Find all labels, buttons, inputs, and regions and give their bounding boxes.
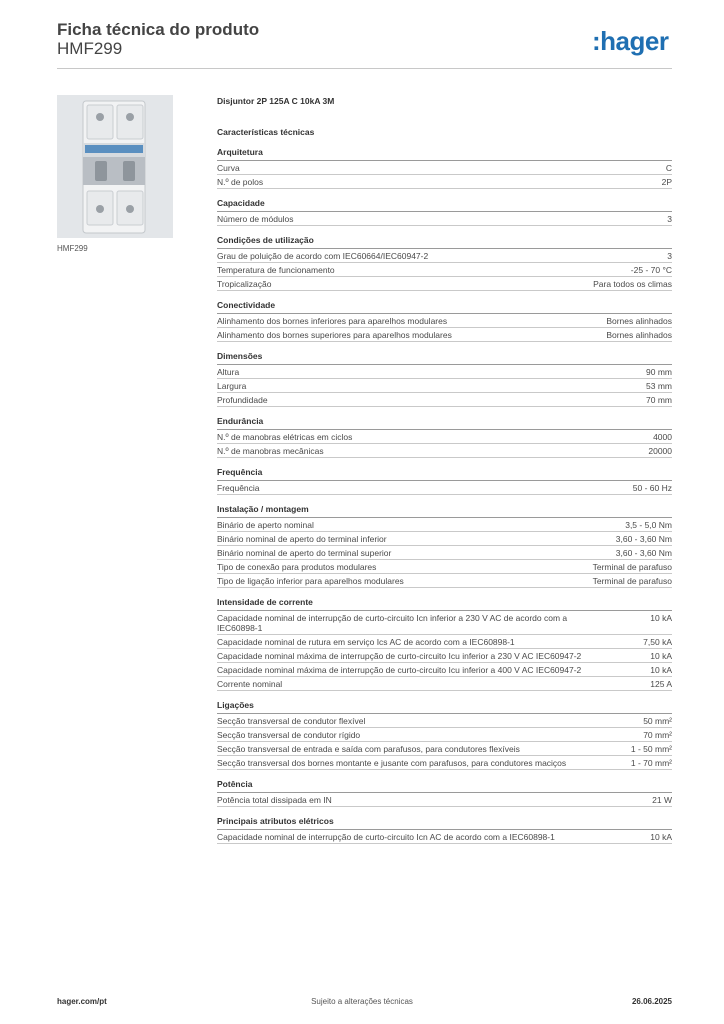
spec-value: Terminal de parafuso: [592, 562, 672, 572]
spec-row: [217, 649, 672, 663]
spec-row: [217, 249, 672, 263]
spec-label: Altura: [217, 367, 240, 377]
section-heading: Características técnicas: [217, 127, 315, 137]
spec-row: [217, 663, 672, 677]
spec-row: [217, 756, 672, 770]
spec-row: [217, 742, 672, 756]
spec-value: Bornes alinhados: [606, 316, 672, 326]
spec-value: Terminal de parafuso: [592, 576, 672, 586]
spec-group-title: Ligações: [217, 700, 672, 714]
spec-label: Capacidade nominal máxima de interrupção de curto-circuito Icu inferior a 400 V AC IEC60947-2: [217, 665, 582, 675]
spec-label: Alinhamento dos bornes inferiores para aparelhos modulares: [217, 316, 448, 326]
spec-value: 10 kA: [650, 651, 672, 661]
spec-label: Secção transversal dos bornes montante e jusante com parafusos, para condutores maciços: [217, 758, 567, 768]
spec-label: Largura: [217, 381, 247, 391]
spec-value: 3,60 - 3,60 Nm: [615, 534, 672, 544]
spec-label: Capacidade nominal de rutura em serviço Ics AC de acordo com a IEC60898-1: [217, 637, 515, 647]
spec-value: 125 A: [650, 679, 672, 689]
spec-label: Potência total dissipada em IN: [217, 795, 332, 805]
product-image: [57, 95, 173, 238]
spec-row: [217, 635, 672, 649]
spec-label: Capacidade nominal de interrupção de curto-circuito Icn AC de acordo com a IEC60898-1: [217, 832, 555, 842]
spec-row: [217, 518, 672, 532]
spec-row: [217, 728, 672, 742]
spec-label: Secção transversal de condutor flexível: [217, 716, 366, 726]
spec-label: Capacidade nominal de interrupção de curto-circuito Icn inferior a 230 V AC de acordo com a IEC60898-1: [217, 613, 568, 633]
spec-group-title: Capacidade: [217, 198, 672, 212]
spec-value: 4000: [653, 432, 672, 442]
spec-value: Para todos os climas: [593, 279, 672, 289]
circuit-breaker-illustration: [57, 95, 173, 238]
image-caption: HMF299: [57, 244, 88, 253]
spec-row: [217, 314, 672, 328]
spec-row: [217, 365, 672, 379]
spec-value: 50 mm²: [643, 716, 672, 726]
spec-row: [217, 546, 672, 560]
footer-website: hager.com/pt: [57, 997, 107, 1006]
spec-group-title: Dimensões: [217, 351, 672, 365]
spec-value: 10 kA: [650, 665, 672, 675]
spec-value: 90 mm: [646, 367, 672, 377]
spec-group-title: Instalação / montagem: [217, 504, 672, 518]
spec-row: [217, 161, 672, 175]
footer-date: 26.06.2025: [631, 997, 672, 1006]
spec-row: [217, 611, 672, 635]
spec-row: [217, 212, 672, 226]
spec-value: 53 mm: [646, 381, 672, 391]
spec-value: 3: [667, 251, 672, 261]
spec-row: [217, 830, 672, 844]
spec-groups: [217, 147, 672, 844]
product-code: HMF299: [57, 39, 123, 58]
spec-row: [217, 328, 672, 342]
spec-row: [217, 532, 672, 546]
spec-label: Secção transversal de entrada e saída com parafusos, para condutores flexíveis: [217, 744, 520, 754]
spec-value: Bornes alinhados: [606, 330, 672, 340]
spec-value: 2P: [661, 177, 672, 187]
spec-row: [217, 379, 672, 393]
product-name: Disjuntor 2P 125A C 10kA 3M: [217, 96, 335, 106]
spec-value: 21 W: [652, 795, 672, 805]
spec-value: 3: [667, 214, 672, 224]
spec-group-title: Condições de utilização: [217, 235, 672, 249]
spec-value: 50 - 60 Hz: [632, 483, 672, 493]
spec-label: Alinhamento dos bornes superiores para aparelhos modulares: [217, 330, 452, 340]
hager-logo: :hager: [592, 26, 669, 56]
spec-group-title: Endurância: [217, 416, 672, 430]
spec-value: 70 mm²: [643, 730, 672, 740]
spec-row: [217, 175, 672, 189]
spec-value: -25 - 70 °C: [630, 265, 672, 275]
spec-value: 3,60 - 3,60 Nm: [615, 548, 672, 558]
spec-label: Grau de poluição de acordo com IEC60664/IEC60947-2: [217, 251, 429, 261]
spec-value: 10 kA: [650, 832, 672, 842]
spec-row: [217, 677, 672, 691]
spec-value: 3,5 - 5,0 Nm: [625, 520, 672, 530]
spec-row: [217, 430, 672, 444]
spec-value: C: [665, 163, 672, 173]
spec-value: 1 - 50 mm²: [630, 744, 672, 754]
spec-row: [217, 714, 672, 728]
spec-group-title: Conectividade: [217, 300, 672, 314]
spec-group-title: Arquitetura: [217, 147, 672, 161]
spec-label: N.º de polos: [217, 177, 264, 187]
spec-label: Número de módulos: [217, 214, 294, 224]
spec-value: 70 mm: [646, 395, 672, 405]
spec-group-title: Principais atributos elétricos: [217, 816, 672, 830]
spec-label: Secção transversal de condutor rígido: [217, 730, 361, 740]
spec-label: Tropicalização: [217, 279, 272, 289]
spec-value: 10 kA: [650, 613, 672, 623]
spec-row: [217, 277, 672, 291]
spec-group-title: Potência: [217, 779, 672, 793]
spec-row: [217, 393, 672, 407]
spec-value: 7,50 kA: [643, 637, 672, 647]
spec-label: Curva: [217, 163, 240, 173]
footer-notice: Sujeito a alterações técnicas: [311, 997, 413, 1006]
spec-row: [217, 793, 672, 807]
spec-label: Corrente nominal: [217, 679, 283, 689]
spec-label: Binário nominal de aperto do terminal inferior: [217, 534, 387, 544]
spec-label: N.º de manobras elétricas em ciclos: [217, 432, 353, 442]
spec-row: [217, 263, 672, 277]
spec-label: Profundidade: [217, 395, 268, 405]
spec-label: Tipo de ligação inferior para aparelhos modulares: [217, 576, 404, 586]
spec-value: 1 - 70 mm²: [630, 758, 672, 768]
spec-value: 20000: [648, 446, 672, 456]
spec-label: Frequência: [217, 483, 260, 493]
spec-label: Temperatura de funcionamento: [217, 265, 335, 275]
page-title: Ficha técnica do produto: [57, 20, 260, 39]
spec-label: Capacidade nominal máxima de interrupção de curto-circuito Icu inferior a 230 V AC IEC60947-2: [217, 651, 582, 661]
spec-row: [217, 444, 672, 458]
spec-row: [217, 481, 672, 495]
spec-sheet: [217, 95, 672, 844]
spec-label: Binário de aperto nominal: [217, 520, 314, 530]
spec-group-title: Intensidade de corrente: [217, 597, 672, 611]
spec-label: Binário nominal de aperto do terminal superior: [217, 548, 392, 558]
spec-row: [217, 560, 672, 574]
header-divider: [57, 68, 672, 69]
spec-label: N.º de manobras mecânicas: [217, 446, 324, 456]
spec-row: [217, 574, 672, 588]
spec-group-title: Frequência: [217, 467, 672, 481]
spec-label: Tipo de conexão para produtos modulares: [217, 562, 377, 572]
